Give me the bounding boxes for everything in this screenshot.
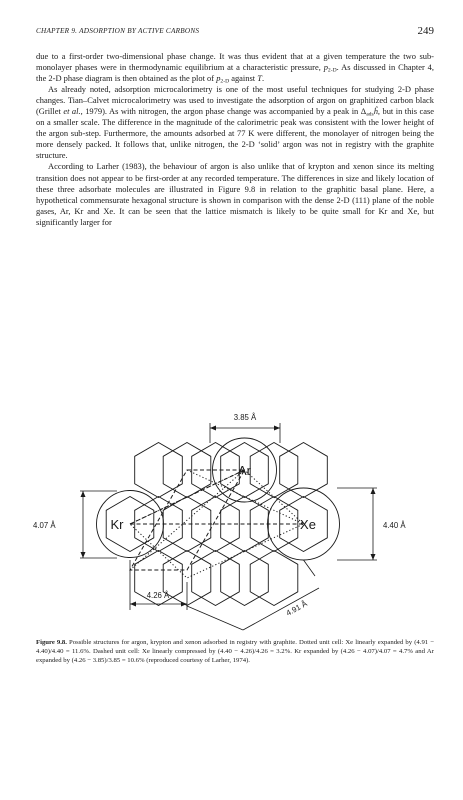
- dim-label-diag: 4.91 Å: [284, 598, 309, 618]
- page-number: 249: [417, 25, 434, 37]
- dimension-arrows: [81, 426, 376, 607]
- paragraph: According to Larher (1983), the behaviour of argon is also unlike that of krypton and xenon since its melting transition does not appear to be first-order at any recorded temperature. The differences in size and likely location of these three adsorbate molecules are illustrated in Figure 9.8 in relation to the graphitic basal plane. Here, a hypothetical commensurate hexagonal structure is shown in comparison with the dense 2-D (111) plane of the noble gases, Ar, Kr and Xe. It can be seen that the lattice mismatch is likely to be quite small for Kr and Xe, but significantly larger for: [36, 161, 434, 227]
- body-text: [36, 51, 434, 228]
- text-run: , but in this case on a smaller scale. The difference in the magnitude of the calorimetric peak was consistent with the lower height of the argon sub-step. Furthermore, the amounts adsorbed at 77 K were different, the monolayer of nitrogen being the more densely packed. It follows that, unlike nitrogen, the 2-D ‘solid’ argon was not in registry with the graphite structure.: [36, 106, 434, 161]
- text-run: As already noted, adsorption microcalorimetry is one of the most useful techniques for studying 2-D phase changes. Tian–Calvet microcalorimetry was used to investigate the adsorption of argon on graphitized carbon black (Grillet: [36, 84, 434, 117]
- figure-graphite-lattice: [33, 398, 435, 630]
- lattice-diagram: [33, 398, 435, 630]
- graphite-hexagon: [250, 443, 298, 498]
- caption-text: Possible structures for argon, krypton and xenon adsorbed in registry with graphite. Dotted unit cell: Xe linearly expanded by (4.91 − 4.40)/4.40 = 11.6%. Dashed unit cell: Xe linearly compressed by (4.40 − 4.26)/4.26 = 3.2%. Kr expanded by (4.26 − 4.07)/4.07 = 4.7% and Ar expanded by (4.26 − 3.85)/3.85 = 10.6% (reproduced courtesy of Larher, 1974).: [36, 639, 434, 664]
- text-run: , 1979). As with nitrogen, the argon phase change was accompanied by a peak in Δ: [80, 106, 367, 117]
- dim-label-top: 3.85 Å: [233, 413, 257, 422]
- subscript: 2-D: [327, 67, 337, 74]
- graphite-hexagon: [280, 443, 328, 498]
- chapter-title: CHAPTER 9. ADSORPTION BY ACTIVE CARBONS: [36, 27, 200, 35]
- ar-label: Ar: [238, 463, 251, 478]
- symbol: ĥ: [373, 106, 378, 117]
- paragraph: [36, 84, 434, 161]
- text-run: against: [229, 73, 258, 84]
- symbol: T: [257, 73, 262, 84]
- text-run: due to a first-order two-dimensional phase change. It was thus evident that at a given temperature the two sub-monolayer phases were in thermodynamic equilibrium at a characteristic pressure,: [36, 51, 434, 73]
- text-run: .: [261, 73, 265, 84]
- dim-label-right: 4.40 Å: [383, 521, 406, 530]
- text-run: . As discussed in Chapter 4, the 2-D phase diagram is then obtained as the plot of: [36, 62, 434, 84]
- kr-label: Kr: [110, 517, 124, 532]
- dimension-lines: [80, 423, 377, 630]
- adsorbate-atoms: [97, 438, 340, 560]
- subscript: 2-D: [220, 78, 230, 85]
- symbol: p: [216, 73, 221, 84]
- citation-etal: et al.: [63, 106, 81, 117]
- caption-label: Figure 9.8.: [36, 639, 67, 646]
- graphite-hexagon: [192, 551, 240, 606]
- running-head: [36, 27, 434, 41]
- figure-caption: [36, 639, 434, 666]
- xe-label: Xe: [300, 517, 316, 532]
- symbol: p: [323, 62, 328, 73]
- dim-label-bottom: 4.26 Å: [146, 591, 170, 600]
- dim-label-left: 4.07 Å: [33, 521, 56, 530]
- paragraph: [36, 51, 434, 84]
- subscript: ads: [366, 111, 374, 118]
- unit-cell-dashed: [130, 470, 304, 570]
- graphite-hexagon: [135, 443, 183, 498]
- graphite-hexagon: [250, 551, 298, 606]
